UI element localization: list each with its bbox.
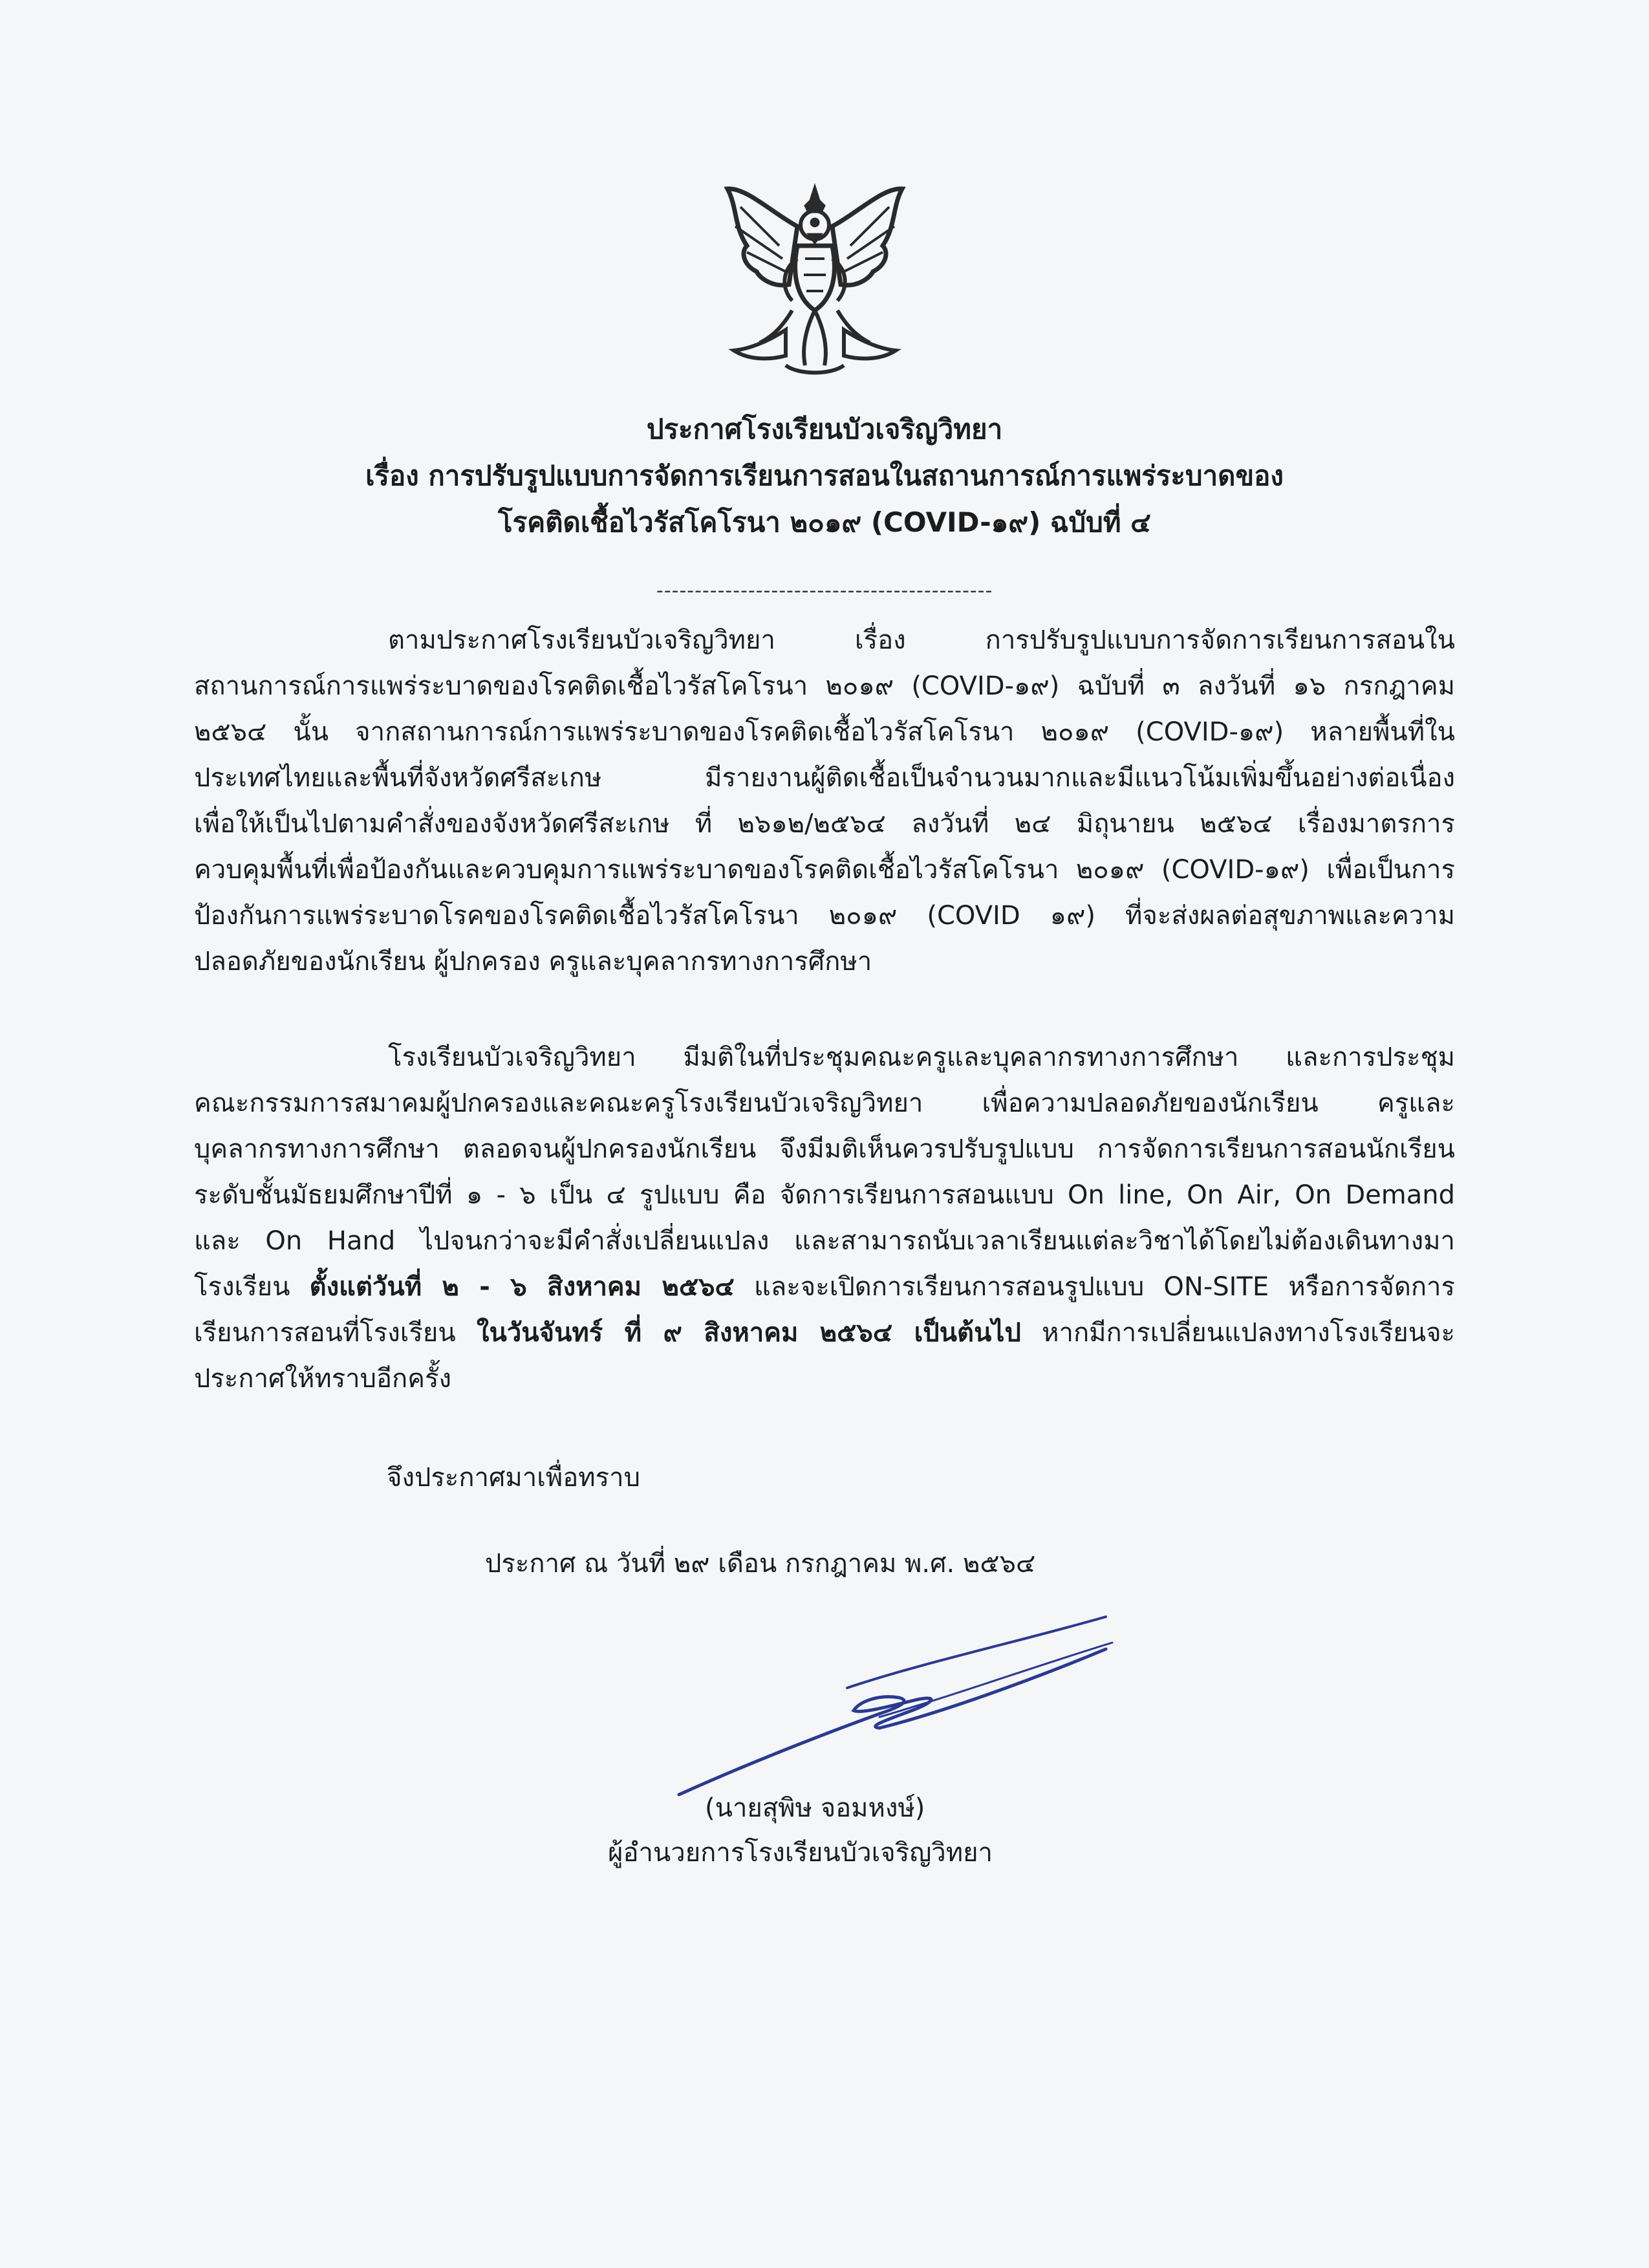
title-line-1: ประกาศโรงเรียนบัวเจริญวิทยา bbox=[646, 413, 1003, 445]
p2-line-6a: โรงเรียน bbox=[194, 1272, 310, 1302]
p1-line-4: ประเทศไทยและพื้นที่จังหวัดศรีสะเกษ มีรายงานผู้ติดเชื้อเป็นจำนวนมากและมีแนวโน้มเพิ่มขึ้นอย่างต่อเนื่อง bbox=[194, 763, 1455, 793]
p2-line-7 bbox=[194, 1310, 1455, 1356]
p1-line-3: ๒๕๖๔ นั้น จากสถานการณ์การแพร่ระบาดของโรคติดเชื้อไวรัสโคโรนา ๒๐๑๙ (COVID-๑๙) หลายพื้นที่ใน bbox=[194, 717, 1455, 747]
signatory-name: (นายสุพิษ จอมหงษ์) bbox=[705, 1793, 925, 1823]
p1-line-6: ควบคุมพื้นที่เพื่อป้องกันและควบคุมการแพร่ระบาดของโรคติดเชื้อไวรัสโคโรนา ๒๐๑๙ (COVID-๑๙) เพื่อเป็นการ bbox=[194, 855, 1455, 885]
signature bbox=[666, 1604, 1119, 1811]
p2-line-2: คณะกรรมการสมาคมผู้ปกครองและคณะครูโรงเรียนบัวเจริญวิทยา เพื่อความปลอดภัยของนักเรียน ครูและ bbox=[194, 1088, 1455, 1118]
p2-line-5: และ On Hand ไปจนกว่าจะมีคำสั่งเปลี่ยนแปลง และสามารถนับเวลาเรียนแต่ละวิชาได้โดยไม่ต้องเดินทางมา bbox=[194, 1226, 1455, 1256]
p2-line-4: ระดับชั้นมัธยมศึกษาปีที่ ๑ - ๖ เป็น ๔ รูปแบบ คือ จัดการเรียนการสอนแบบ On line, On Air, On Demand bbox=[194, 1180, 1455, 1210]
p2-line-8: ประกาศให้ทราบอีกครั้ง bbox=[194, 1364, 452, 1394]
title-line-3: โรคติดเชื้อไวรัสโคโรนา ๒๐๑๙ (COVID-๑๙) ฉบับที่ ๔ bbox=[498, 506, 1151, 538]
garuda-emblem-icon bbox=[721, 181, 909, 382]
closing-statement: จึงประกาศมาเพื่อทราบ bbox=[387, 1463, 640, 1493]
p2-line-1: โรงเรียนบัวเจริญวิทยา มีมติในที่ประชุมคณะครูและบุคลากรทางการศึกษา และการประชุม bbox=[388, 1042, 1455, 1072]
signatory-position: ผู้อำนวยการโรงเรียนบัวเจริญวิทยา bbox=[608, 1838, 993, 1868]
p1-line-1: ตามประกาศโรงเรียนบัวเจริญวิทยา เรื่อง การปรับรูปแบบการจัดการเรียนการสอนใน bbox=[388, 625, 1455, 655]
p1-line-5: เพื่อให้เป็นไปตามคำสั่งของจังหวัดศรีสะเกษ ที่ ๒๖๑๒/๒๕๖๔ ลงวันที่ ๒๔ มิถุนายน ๒๕๖๔ เรื่องมาตรการ bbox=[194, 809, 1455, 839]
p1-line-2: สถานการณ์การแพร่ระบาดของโรคติดเชื้อไวรัสโคโรนา ๒๐๑๙ (COVID-๑๙) ฉบับที่ ๓ ลงวันที่ ๑๖ กรกฎาคม bbox=[194, 671, 1455, 701]
title-divider: -------------------------------------------- bbox=[656, 579, 993, 602]
p2-date-range: ตั้งแต่วันที่ ๒ - ๖ สิงหาคม ๒๕๖๔ bbox=[309, 1272, 735, 1302]
p2-line-6c: และจะเปิดการเรียนการสอนรูปแบบ ON-SITE หรือการจัดการ bbox=[734, 1272, 1455, 1302]
announcement-date: ประกาศ ณ วันที่ ๒๙ เดือน กรกฎาคม พ.ศ. ๒๕๖๔ bbox=[485, 1549, 1036, 1579]
p2-line-7a: เรียนการสอนที่โรงเรียน bbox=[194, 1318, 477, 1348]
p2-line-6 bbox=[194, 1264, 1455, 1310]
p2-onsite-date: ในวันจันทร์ ที่ ๙ สิงหาคม ๒๕๖๔ เป็นต้นไป bbox=[476, 1318, 1021, 1348]
p1-line-8: ปลอดภัยของนักเรียน ผู้ปกครอง ครูและบุคลากรทางการศึกษา bbox=[194, 947, 872, 977]
p2-line-7c: หากมีการเปลี่ยนแปลงทางโรงเรียนจะ bbox=[1020, 1318, 1455, 1348]
paragraph-1 bbox=[194, 618, 1455, 985]
paragraph-2 bbox=[194, 1035, 1455, 1402]
p2-line-3: บุคลากรทางการศึกษา ตลอดจนผู้ปกครองนักเรียน จึงมีมติเห็นควรปรับรูปแบบ การจัดการเรียนการสอนนักเรียน bbox=[194, 1134, 1455, 1164]
p1-line-7: ป้องกันการแพร่ระบาดโรคของโรคติดเชื้อไวรัสโคโรนา ๒๐๑๙ (COVID ๑๙) ที่จะส่งผลต่อสุขภาพและความ bbox=[194, 901, 1455, 931]
announcement-title bbox=[194, 406, 1455, 546]
title-line-2: เรื่อง การปรับรูปแบบการจัดการเรียนการสอนในสถานการณ์การแพร่ระบาดของ bbox=[365, 460, 1284, 491]
